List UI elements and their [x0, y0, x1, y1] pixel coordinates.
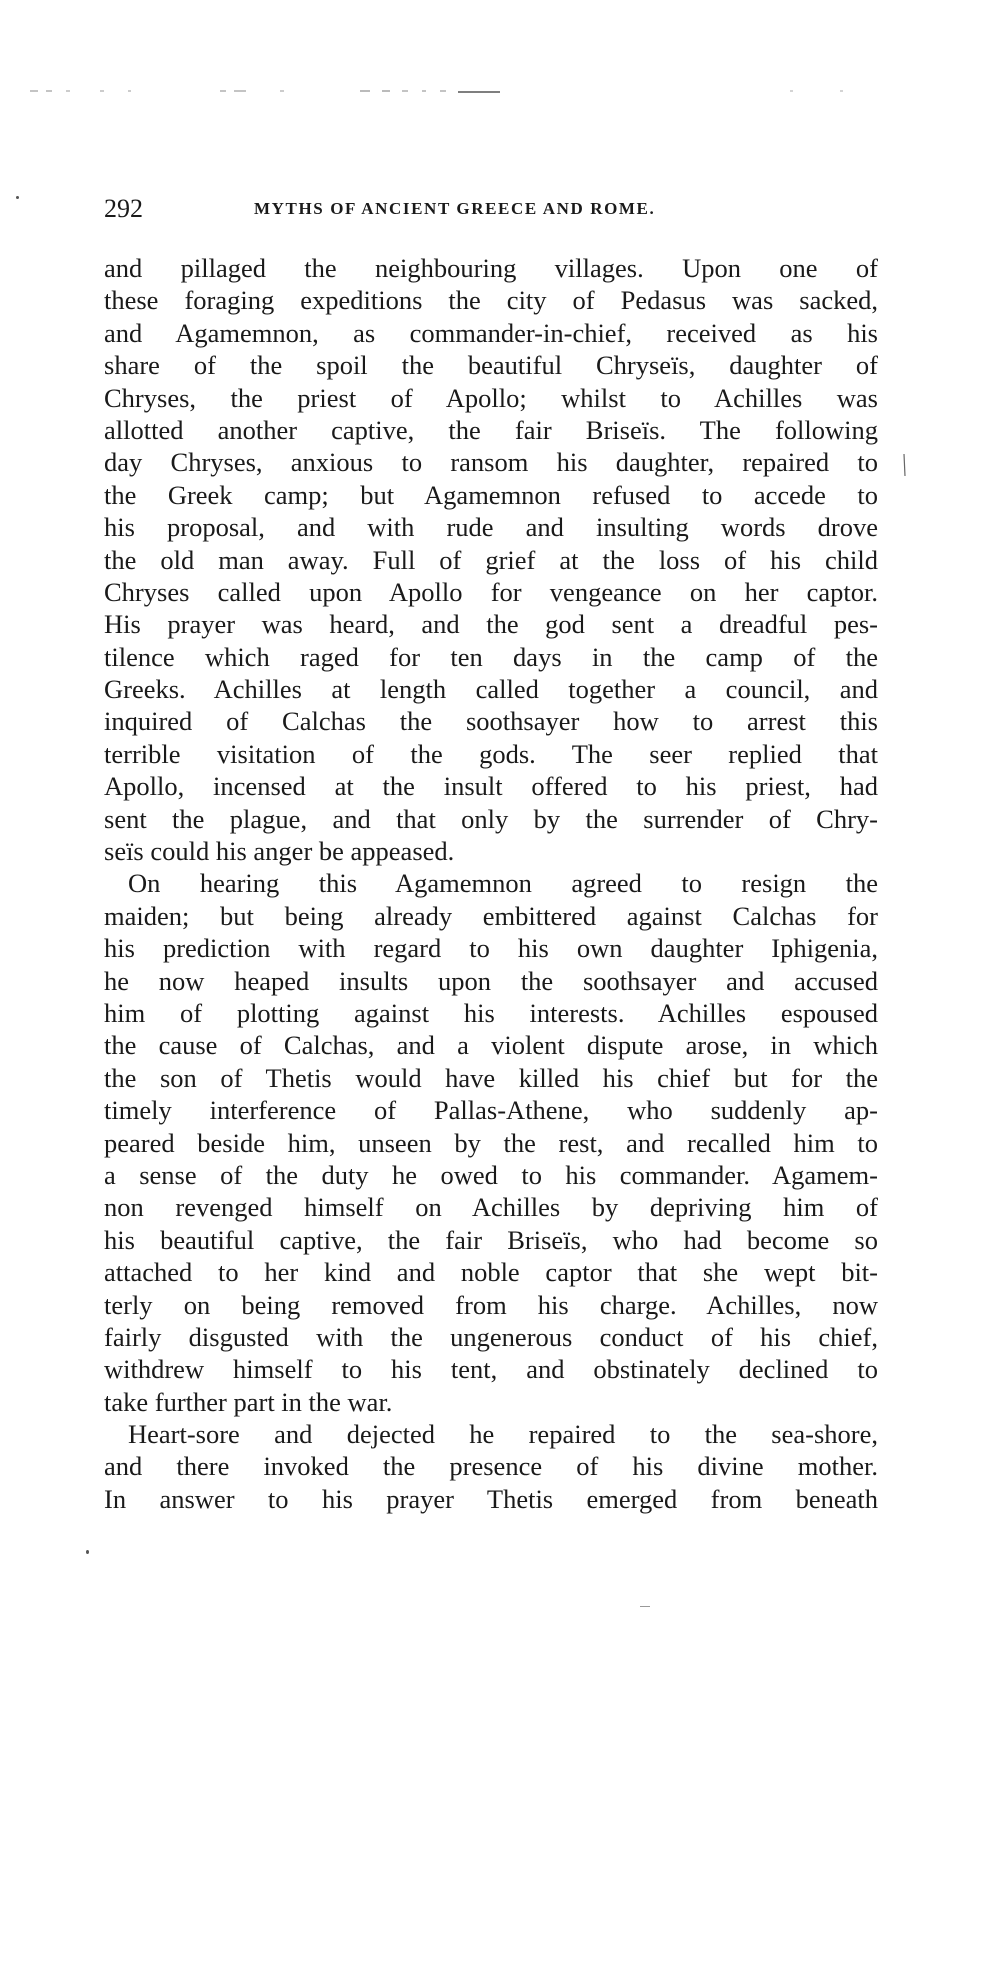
text-line: his proposal, and with rude and insulting words drove — [104, 512, 878, 543]
text-line: withdrew himself to his tent, and obstinately declined to — [104, 1354, 878, 1385]
text-line: peared beside him, unseen by the rest, and recalled him to — [104, 1127, 878, 1158]
scan-artifact-marks — [30, 88, 930, 94]
text-line: seïs could his anger be appeased. — [104, 836, 455, 867]
paragraph-1 — [104, 252, 878, 867]
text-line: and there invoked the presence of his divine mother. — [104, 1451, 878, 1482]
text-line: Chryses called upon Apollo for vengeance on her captor. — [104, 576, 878, 607]
text-line: he now heaped insults upon the soothsayer and accused — [104, 965, 878, 996]
text-line: him of plotting against his interests. Achilles espoused — [104, 997, 878, 1028]
paragraph-3 — [104, 1418, 878, 1515]
text-line: and Agamemnon, as commander-in-chief, received as his — [104, 317, 878, 348]
text-line: his beautiful captive, the fair Briseïs, who had become so — [104, 1224, 878, 1255]
text-line: timely interference of Pallas-Athene, who suddenly ap- — [104, 1095, 878, 1126]
running-head — [104, 192, 880, 226]
text-line: On hearing this Agamemnon agreed to resign the — [128, 868, 878, 899]
text-line: allotted another captive, the fair Briseïs. The following — [104, 414, 878, 445]
scan-speck — [16, 196, 19, 199]
text-line: a sense of the duty he owed to his commander. Agamem- — [104, 1159, 878, 1190]
text-line: Apollo, incensed at the insult offered to his priest, had — [104, 771, 878, 802]
text-line: His prayer was heard, and the god sent a dreadful pes- — [104, 609, 878, 640]
text-line: sent the plague, and that only by the surrender of Chry- — [104, 803, 878, 834]
text-line: attached to her kind and noble captor that she wept bit- — [104, 1257, 878, 1288]
text-line: fairly disgusted with the ungenerous conduct of his chief, — [104, 1321, 878, 1352]
text-line: terrible visitation of the gods. The seer replied that — [104, 738, 878, 769]
text-line: the cause of Calchas, and a violent dispute arose, in which — [104, 1030, 878, 1061]
text-line: inquired of Calchas the soothsayer how to arrest this — [104, 706, 878, 737]
text-line: the old man away. Full of grief at the loss of his child — [104, 544, 878, 575]
text-line: maiden; but being already embittered against Calchas for — [104, 900, 878, 931]
body-text — [104, 252, 878, 1515]
scan-speck — [86, 1550, 89, 1554]
page-number: 292 — [104, 194, 143, 223]
scan-speck — [640, 1606, 650, 1607]
text-line: In answer to his prayer Thetis emerged from beneath — [104, 1483, 878, 1514]
text-line: non revenged himself on Achilles by depriving him of — [104, 1192, 878, 1223]
text-line: terly on being removed from his charge. Achilles, now — [104, 1289, 878, 1320]
text-line: the son of Thetis would have killed his chief but for the — [104, 1062, 878, 1093]
text-line: share of the spoil the beautiful Chryseïs, daughter of — [104, 350, 878, 381]
text-line: his prediction with regard to his own daughter Iphigenia, — [104, 933, 878, 964]
text-line: take further part in the war. — [104, 1386, 393, 1417]
text-line: the Greek camp; but Agamemnon refused to accede to — [104, 479, 878, 510]
text-line: day Chryses, anxious to ransom his daughter, repaired to — [104, 447, 878, 478]
running-title: MYTHS OF ANCIENT GREECE AND ROME. — [254, 199, 656, 218]
text-line: these foraging expeditions the city of Pedasus was sacked, — [104, 285, 878, 316]
text-line: Chryses, the priest of Apollo; whilst to Achilles was — [104, 382, 878, 413]
margin-pencil-mark — [903, 454, 906, 476]
text-line: Greeks. Achilles at length called together a council, and — [104, 674, 878, 705]
paragraph-2 — [104, 867, 878, 1418]
text-line: and pillaged the neighbouring villages. Upon one of — [104, 253, 878, 283]
text-line: tilence which raged for ten days in the camp of the — [104, 641, 878, 672]
text-line: Heart-sore and dejected he repaired to the sea-shore, — [128, 1419, 878, 1450]
